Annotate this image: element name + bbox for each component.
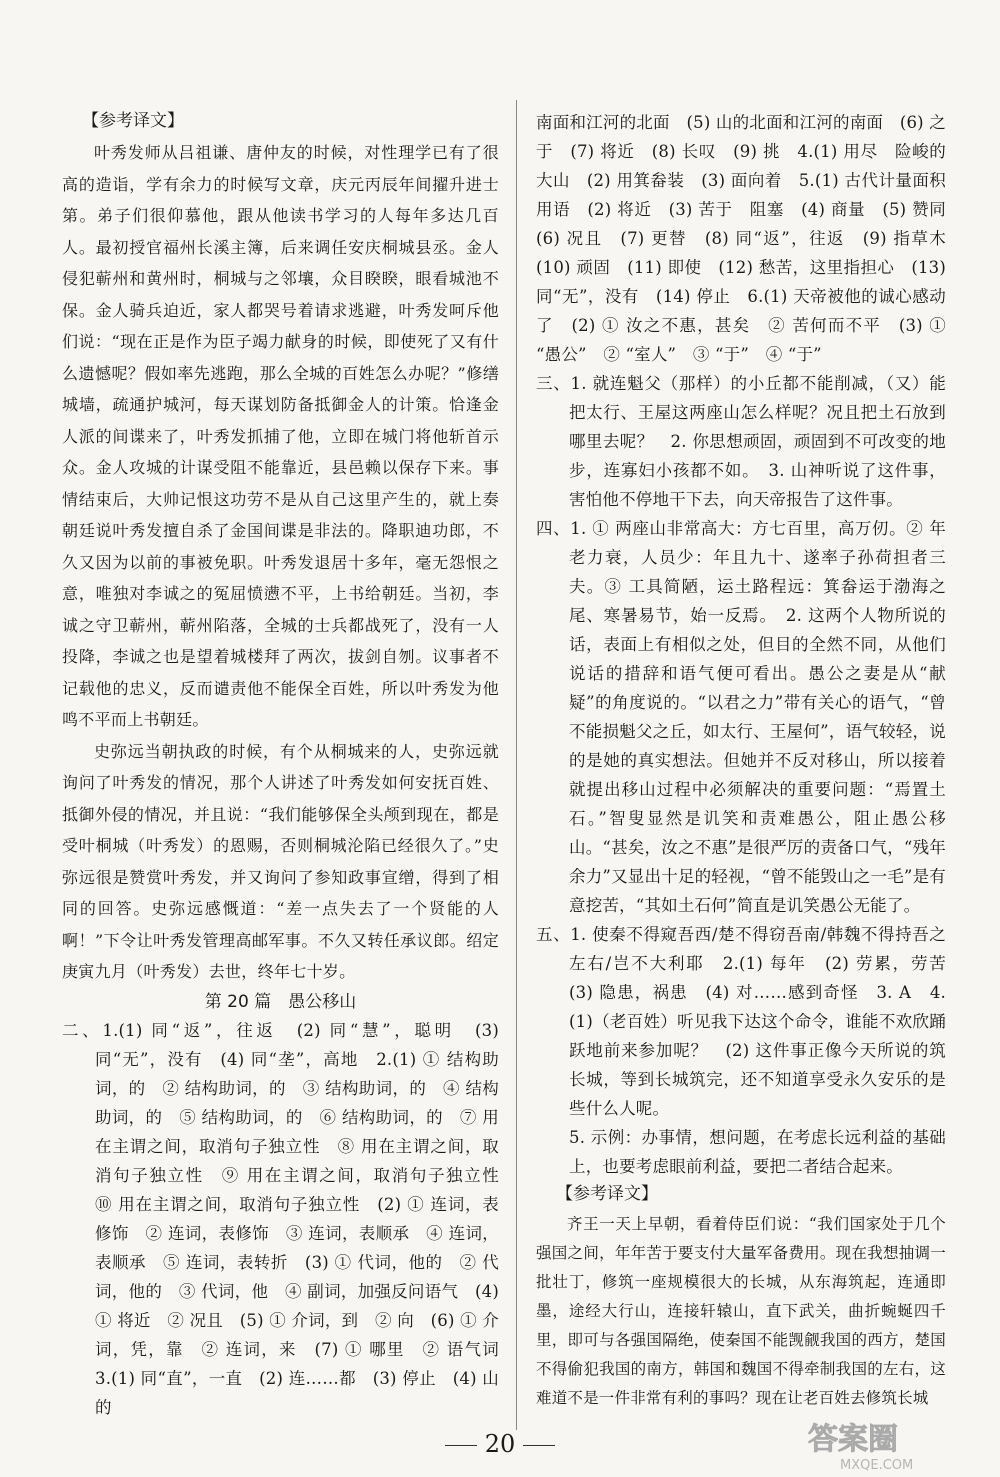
answer-section-2-continued: 南面和江河的北面 (5) 山的北面和江河的南面 (6) 之于 (7) 将近 (8) 长叹 (9) 挑 4.(1) 用尽 险峻的大山 (2) 用箕畚装 (3) 面向着 5.(1) 古代计量面积用语 (2) 将近 (3) 苦于 阻塞 (4) 商量 (5) 赞同 (6) 况且 (7) 更替 (8) 同“返”，往返 (9) 指草木 (10) 顽固 (11) 即使 (12) 愁苦，这里指担心 (13) 同“无”，没有 (14) 停止 6.(1) 天帝被他的诚心感动了 (2) ① 汝之不惠，甚矣 ② 苦何而不平 (3) ① “愚公” ② “室人” ③ “于” ④ “于” <box>536 113 963 364</box>
page-number: 20 <box>484 1430 516 1458</box>
reference-translation-label: 【参考译文】 <box>82 111 184 131</box>
watermark-logo-icon <box>800 1413 970 1473</box>
answer-section-4-text: 四、1. ① 两座山非常高大：方七百里，高万仞。② 年老力衰，人员少：年且九十、遂率子孙荷担者三夫。③ 工具简陋，运土路程远：箕畚运于渤海之尾、寒暑易节，始一反焉。 2. 这两个人物所说的话，表面上有相似之处，但目的全然不同，从他们说话的措辞和语气便可看出。愚公之妻是从“献疑”的角度说的。“以君之力”带有关心的语气，“曾不能损魁父之丘，如太行、王屋何”，语气较轻，说的是她的真实想法。但她并不反对移山，所以接着就提出移山过程中必须解决的重要问题：“焉置土石。”智叟显然是讥笑和责难愚公，阻止愚公移山。“甚矣，汝之不惠”是很严厉的责备口气，“残年余力”又显出十足的轻视，“曾不能毁山之一毛”是有意挖苦，“其如土石何”简直是讥笑愚公无能了。 <box>536 519 946 915</box>
answer-section-5-q5: 5. 示例：办事情，想问题，在考虑长远利益的基础上，也要考虑眼前利益，要把二者结合起来。 <box>569 1128 946 1176</box>
right-column <box>536 108 963 1413</box>
answer-section-5 <box>536 920 963 1123</box>
translation-paragraph-2: 史弥远当朝执政的时候，有个从桐城来的人，史弥远就询问了叶秀发的情况，那个人讲述了叶秀发如何安抚百姓、抵御外侵的情况，并且说：“我们能够保全头颅到现在，都是受叶桐城（叶秀发）的恩赐，否则桐城沦陷已经很久了。”史弥远很是赞赏叶秀发，并又询问了参知政事宣缯，得到了相同的回答。史弥远感慨道：“差一点失去了一个贤能的人啊！”下令让叶秀发管理高邮军事。不久又转任承议郎。绍定庚寅九月（叶秀发）去世，终年七十岁。 <box>62 741 499 981</box>
translation-paragraph-1: 叶秀发师从吕祖谦、唐仲友的时候，对性理学已有了很高的造诣，学有余力的时候写文章，庆元丙辰年间擢升进士第。弟子们很仰慕他，跟从他读书学习的人每年多达几百人。最初授官福州长溪主簿，后来调任安庆桐城县丞。金人侵犯蕲州和黄州时，桐城与之邻壤，众目睽睽，眼看城池不保。金人骑兵迫近，家人都哭号着请求逃避，叶秀发呵斥他们说：“现在正是作为臣子竭力献身的时候，即使死了又有什么遗憾呢？假如率先逃跑，那么全城的百姓怎么办呢？”修缮城墙，疏通护城河，每天谋划防备抵御金人的计策。恰逢金人派的间谍来了，叶秀发抓捕了他，立即在城门将他斩首示众。金人攻城的计谋受阻不能靠近，县邑赖以保存下来。事情结束后，大帅记恨这功劳不是从自己这里产生的，就上奏朝廷说叶秀发擅自杀了金国间谍是非法的。降职迪功郎，不久又因为以前的事被免职。叶秀发退居十多年，毫无怨恨之意，唯独对李诚之的冤屈愤懑不平，上书给朝廷。当初，李诚之守卫蕲州，蕲州陷落，全城的士兵都战死了，没有一人投降，李诚之也是望着城楼拜了两次，拔剑自刎。议事者不记载他的忠义，反而谴责他不能保全百姓，所以叶秀发为他鸣不平而上书朝廷。 <box>62 143 499 729</box>
watermark-text: 答案圈 <box>808 1422 898 1457</box>
reference-translation-label-2: 【参考译文】 <box>556 1184 658 1204</box>
chapter-title: 第 20 篇 愚公移山 <box>204 991 357 1012</box>
left-column <box>62 108 516 1422</box>
column-divider <box>516 100 517 1430</box>
answer-section-4 <box>536 514 946 920</box>
footer-dash-right <box>523 1445 555 1446</box>
translation-text-2: 齐王一天上早朝，看着侍臣们说：“我们国家处于几个强国之间，年年苦于要支付大量军备费用。现在我想抽调一批壮丁，修筑一座规模很大的长城，从东海筑起，连通即墨，途经大行山，连接轩辕山，直下武关，曲折蜿蜒四千里，即可与各强国隔绝，使秦国不能觊觎我国的西方，楚国不得偷犯我国的南方，韩国和魏国不得牵制我国的左右，这难道不是一件非常有利的事吗？现在让老百姓去修筑长城 <box>536 1215 946 1407</box>
watermark-logo <box>800 1413 970 1473</box>
answer-section-3 <box>536 369 946 514</box>
answer-section-3-text: 三、1. 就连魁父（那样）的小丘都不能削减，（又）能把太行、王屋这两座山怎么样呢？况且把土石放到哪里去呢？ 2. 你思想顽固，顽固到不可改变的地步，连寡妇小孩都不如。 3. 山神听说了这件事，害怕他不停地干下去，向天帝报告了这件事。 <box>536 374 946 509</box>
answer-section-2 <box>62 1016 516 1422</box>
watermark-url: MXQE.COM <box>840 1458 914 1473</box>
answer-section-2-text: 二、1.(1) 同“返”，往返 (2) 同“慧”，聪明 (3) 同“无”，没有 (4) 同“垄”，高地 2.(1) ① 结构助词，的 ② 结构助词，的 ③ 结构助词，的 ④ 结构助词，的 ⑤ 结构助词，的 ⑥ 结构助词，的 ⑦ 用在主谓之间，取消句子独立性 ⑧ 用在主谓之间，取消句子独立性 ⑨ 用在主谓之间，取消句子独立性 ⑩ 用在主谓之间，取消句子独立性 (2) ① 连词，表修饰 ② 连词，表修饰 ③ 连词，表顺承 ④ 连词，表顺承 ⑤ 连词，表转折 (3) ① 代词，他的 ② 代词，他的 ③ 代词，他 ④ 副词，加强反问语气 (4) ① 将近 ② 况且 (5) ① 介词，到 ② 向 (6) ① 介词，凭，靠 ② 连词，来 (7) ① 哪里 ② 语气词 3.(1) 同“直”，一直 (2) 连……都 (3) 停止 (4) 山的 <box>62 1020 516 1417</box>
footer-dash-left <box>445 1445 477 1446</box>
answer-section-5-text: 五、1. 使秦不得窥吾西/楚不得窃吾南/韩魏不得持吾之左右/岂不大利耶 2.(1) 每年 (2) 劳累，劳苦 (3) 隐患，祸患 (4) 对……感到奇怪 3. A 4.(1)（老百姓）听见我下达这个命令，谁能不欢欣踊跃地前来参加呢？ (2) 这件事正像今天所说的筑长城，等到长城筑完，还不知道享受永久安乐的是些什么人呢。 <box>536 925 963 1118</box>
